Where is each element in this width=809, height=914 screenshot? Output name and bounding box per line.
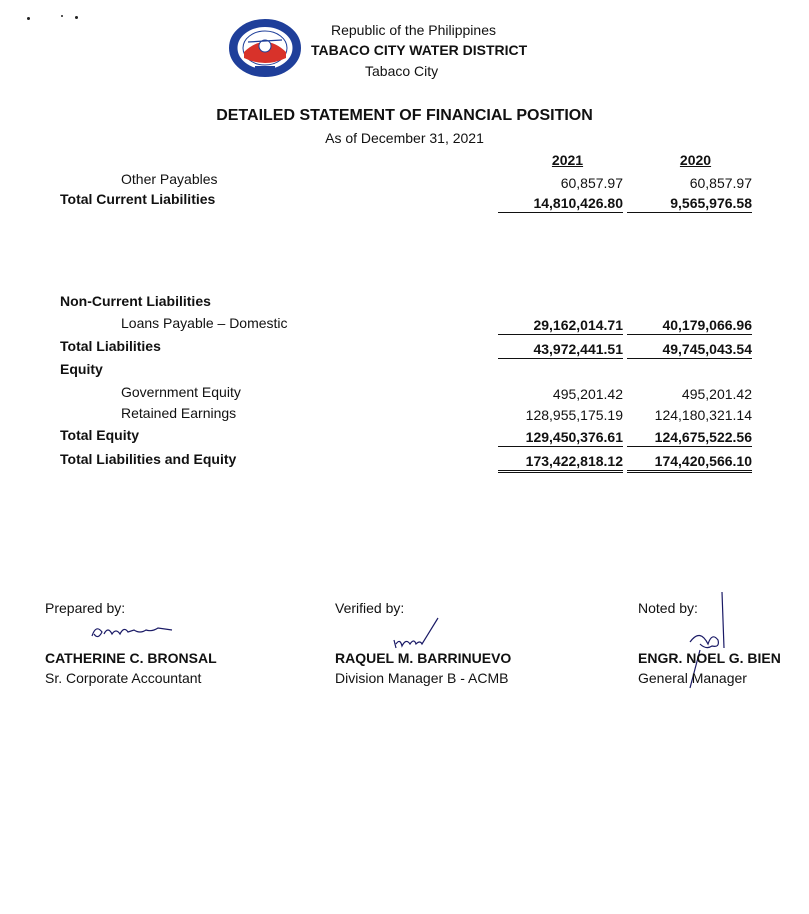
total-equity-label: Total Equity bbox=[60, 427, 140, 443]
total-current-liabilities-2020: 9,565,976.58 bbox=[627, 194, 752, 213]
agency-name: TABACO CITY WATER DISTRICT bbox=[311, 42, 528, 58]
total-equity-2020: 124,675,522.56 bbox=[627, 428, 752, 447]
prepared-by-title: Sr. Corporate Accountant bbox=[45, 670, 202, 686]
total-equity-2021: 129,450,376.61 bbox=[498, 428, 623, 447]
statement-date: As of December 31, 2021 bbox=[325, 130, 484, 146]
loans-payable-label: Loans Payable – Domestic bbox=[121, 315, 288, 331]
other-payables-2020: 60,857.97 bbox=[689, 175, 752, 191]
total-liabilities-equity-2020: 174,420,566.10 bbox=[627, 452, 752, 473]
retained-earnings-2021: 128,955,175.19 bbox=[525, 407, 623, 423]
verified-by-caption: Verified by: bbox=[335, 600, 405, 616]
verified-by-signatory bbox=[335, 648, 511, 688]
prepared-by-caption: Prepared by: bbox=[45, 600, 126, 616]
total-current-liabilities-label: Total Current Liabilities bbox=[60, 191, 216, 207]
scan-speck bbox=[27, 17, 30, 20]
government-equity-2020: 495,201.42 bbox=[681, 386, 752, 402]
total-liabilities-2020: 49,745,043.54 bbox=[627, 340, 752, 359]
republic-line: Republic of the Philippines bbox=[331, 22, 496, 38]
total-liabilities-equity-2021: 173,422,818.12 bbox=[498, 452, 623, 473]
loans-payable-2021: 29,162,014.71 bbox=[498, 316, 623, 335]
prepared-by-signatory bbox=[45, 648, 217, 688]
verified-by-name: RAQUEL M. BARRINUEVO bbox=[335, 650, 512, 666]
year-2020-header: 2020 bbox=[679, 152, 712, 168]
retained-earnings-2020: 124,180,321.14 bbox=[654, 407, 752, 423]
total-liabilities-label: Total Liabilities bbox=[60, 338, 161, 354]
scan-speck bbox=[75, 16, 78, 19]
equity-heading: Equity bbox=[60, 361, 103, 377]
other-payables-label: Other Payables bbox=[121, 171, 218, 187]
retained-earnings-label: Retained Earnings bbox=[121, 405, 237, 421]
noted-by-caption: Noted by: bbox=[638, 600, 698, 616]
water-district-seal-logo bbox=[228, 18, 302, 78]
noted-by-signatory bbox=[638, 648, 781, 688]
verified-by-title: Division Manager B - ACMB bbox=[335, 670, 509, 686]
prepared-by-signature bbox=[88, 618, 178, 646]
statement-title: DETAILED STATEMENT OF FINANCIAL POSITION bbox=[216, 107, 593, 124]
total-liabilities-2021: 43,972,441.51 bbox=[498, 340, 623, 359]
prepared-by-name: CATHERINE C. BRONSAL bbox=[45, 650, 217, 666]
total-liabilities-equity-label: Total Liabilities and Equity bbox=[60, 451, 237, 467]
total-current-liabilities-2021: 14,810,426.80 bbox=[498, 194, 623, 213]
prepared-by-block bbox=[45, 598, 125, 618]
scan-speck bbox=[61, 15, 63, 17]
year-2021-header: 2021 bbox=[551, 152, 584, 168]
government-equity-label: Government Equity bbox=[121, 384, 241, 400]
other-payables-2021: 60,857.97 bbox=[560, 175, 623, 191]
city-name: Tabaco City bbox=[365, 63, 439, 79]
government-equity-2021: 495,201.42 bbox=[552, 386, 623, 402]
non-current-liabilities-heading: Non-Current Liabilities bbox=[60, 293, 211, 309]
loans-payable-2020: 40,179,066.96 bbox=[627, 316, 752, 335]
noted-by-title: General Manager bbox=[638, 670, 747, 686]
noted-by-name: ENGR. NOEL G. BIEN bbox=[638, 650, 781, 666]
